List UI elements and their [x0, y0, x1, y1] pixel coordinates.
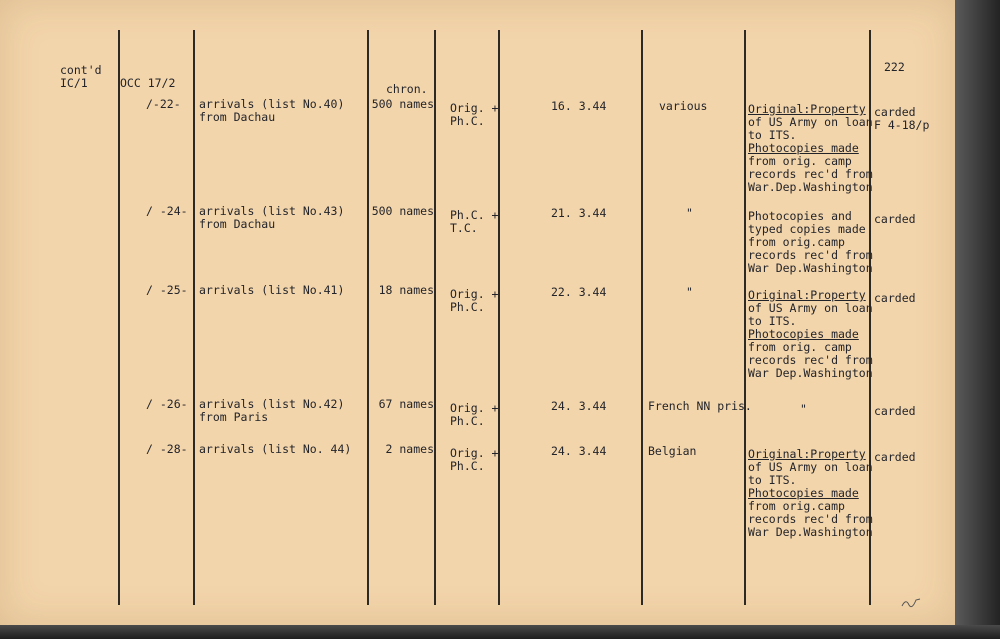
entry-remark-line: Photocopies made — [748, 141, 859, 155]
entry-remark-line: to ITS. — [748, 314, 797, 328]
entry-status: carded — [874, 212, 916, 226]
binder-edge — [955, 0, 1000, 639]
column-rule — [744, 30, 746, 605]
entry-nationality: " — [686, 285, 693, 299]
entry-date: 24. 3.44 — [551, 444, 607, 458]
entry-nationality: various — [659, 99, 708, 113]
entry-remark-line: from orig.camp — [748, 235, 845, 249]
entry-document-type: Orig. + — [450, 101, 499, 115]
entry-remark-line: Original:Property — [748, 288, 866, 302]
entry-remark-line: of US Army on loan — [748, 115, 873, 129]
entry-names-count: 67 names — [378, 398, 434, 411]
column-rule — [193, 30, 195, 605]
entry-remark-line: of US Army on loan — [748, 301, 873, 315]
entry-date: 24. 3.44 — [551, 399, 607, 413]
entry-remark-line: Original:Property — [748, 447, 866, 461]
entry-remark-line: Photocopies and — [748, 209, 852, 223]
reference-code: IC/1 — [60, 76, 88, 90]
entry-remark-line: War Dep.Washington — [748, 261, 873, 275]
entry-status: carded — [874, 105, 916, 119]
entry-document-type: Orig. + — [450, 446, 499, 460]
chron-label: chron. — [386, 82, 428, 96]
entry-status: F 4-18/p — [874, 118, 930, 132]
entry-remark-line: War Dep.Washington — [748, 366, 873, 380]
entry-remark-line: to ITS. — [748, 128, 797, 142]
entry-remark-line: from orig.camp — [748, 499, 845, 513]
initials-mark — [900, 596, 922, 610]
entry-description: from Dachau — [199, 110, 276, 124]
entry-description: arrivals (list No. 44) — [199, 442, 352, 456]
column-rule — [641, 30, 643, 605]
column-rule — [498, 30, 500, 605]
entry-number: / -24- — [146, 204, 188, 218]
entry-remark-line: records rec'd from — [748, 512, 873, 526]
entry-nationality: Belgian — [648, 444, 697, 458]
entry-remark-line: from orig. camp — [748, 154, 852, 168]
entry-remark-line: Photocopies made — [748, 486, 859, 500]
column-rule — [434, 30, 436, 605]
entry-date: 21. 3.44 — [551, 206, 607, 220]
entry-description: from Dachau — [199, 217, 276, 231]
entry-remark-line: War Dep.Washington — [748, 525, 873, 539]
contd-label: cont'd — [60, 63, 102, 77]
entry-document-type: Ph.C. — [450, 300, 485, 314]
entry-remark-line: Photocopies made — [748, 327, 859, 341]
entry-document-type: Ph.C. + — [450, 208, 499, 222]
entry-names-count: 500 names — [371, 98, 434, 111]
column-rule — [118, 30, 120, 605]
entry-remark-line: records rec'd from — [748, 248, 873, 262]
entry-remark-line: " — [800, 402, 807, 416]
entry-number: / -28- — [146, 442, 188, 456]
entry-nationality: French NN pris. — [648, 399, 752, 413]
entry-remark-line: typed copies made — [748, 222, 866, 236]
entry-date: 22. 3.44 — [551, 285, 607, 299]
entry-remark-line: from orig. camp — [748, 340, 852, 354]
entry-number: / -26- — [146, 397, 188, 411]
entry-document-type: T.C. — [450, 221, 478, 235]
entry-description: arrivals (list No.40) — [199, 97, 345, 111]
entry-description: arrivals (list No.41) — [199, 283, 345, 297]
entry-document-type: Orig. + — [450, 287, 499, 301]
entry-description: arrivals (list No.43) — [199, 204, 345, 218]
entry-document-type: Ph.C. — [450, 114, 485, 128]
entry-remark-line: of US Army on loan — [748, 460, 873, 474]
folder-code: OCC 17/2 — [120, 76, 176, 90]
entry-remark-line: to ITS. — [748, 473, 797, 487]
entry-remark-line: records rec'd from — [748, 353, 873, 367]
entry-status: carded — [874, 450, 916, 464]
entry-number: / -25- — [146, 283, 188, 297]
column-rule — [367, 30, 369, 605]
entry-remark-line: records rec'd from — [748, 167, 873, 181]
entry-status: carded — [874, 404, 916, 418]
entry-description: arrivals (list No.42) — [199, 397, 345, 411]
page-number: 222 — [884, 60, 905, 74]
entry-nationality: " — [686, 206, 693, 220]
binder-edge-bottom — [0, 625, 1000, 639]
entry-number: /-22- — [146, 97, 181, 111]
entry-date: 16. 3.44 — [551, 99, 607, 113]
entry-description: from Paris — [199, 410, 269, 424]
entry-remark-line: War.Dep.Washington — [748, 180, 873, 194]
entry-names-count: 500 names — [371, 205, 434, 218]
entry-document-type: Ph.C. — [450, 459, 485, 473]
entry-remark-line: Original:Property — [748, 102, 866, 116]
entry-names-count: 18 names — [378, 284, 434, 297]
entry-status: carded — [874, 291, 916, 305]
entry-document-type: Orig. + — [450, 401, 499, 415]
entry-names-count: 2 names — [385, 443, 434, 456]
entry-document-type: Ph.C. — [450, 414, 485, 428]
